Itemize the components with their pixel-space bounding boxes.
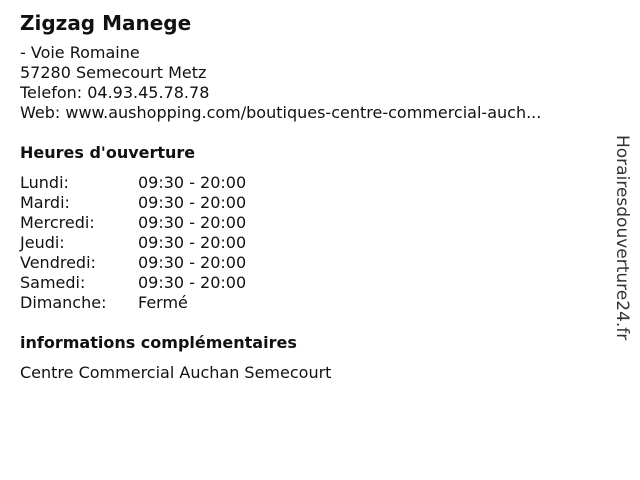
- time-value: 09:30 - 20:00: [138, 233, 247, 252]
- address-line-2: 57280 Semecourt Metz: [20, 63, 207, 82]
- time-value: 09:30 - 20:00: [138, 253, 247, 272]
- hours-row-wednesday: [20, 213, 610, 233]
- day-label: Vendredi:: [20, 253, 96, 272]
- day-label: Lundi:: [20, 173, 69, 192]
- extra-info-heading: informations complémentaires: [20, 333, 297, 352]
- day-label: Samedi:: [20, 273, 86, 292]
- website-line: Web: www.aushopping.com/boutiques-centre-commercial-auch...: [20, 103, 542, 122]
- day-label: Jeudi:: [20, 233, 65, 252]
- time-value: 09:30 - 20:00: [138, 273, 247, 292]
- time-value: 09:30 - 20:00: [138, 173, 247, 192]
- hours-row-saturday: [20, 273, 610, 293]
- hours-heading: Heures d'ouverture: [20, 143, 196, 162]
- time-value: 09:30 - 20:00: [138, 193, 247, 212]
- day-label: Mardi:: [20, 193, 70, 212]
- hours-row-sunday: [20, 293, 610, 313]
- phone-line: Telefon: 04.93.45.78.78: [20, 83, 210, 102]
- hours-row-friday: [20, 253, 610, 273]
- hours-table: [20, 173, 610, 313]
- address-line-1: - Voie Romaine: [20, 43, 140, 62]
- time-value: 09:30 - 20:00: [138, 213, 247, 232]
- hours-row-tuesday: [20, 193, 610, 213]
- hours-row-thursday: [20, 233, 610, 253]
- time-value: Fermé: [138, 293, 188, 312]
- store-name: Zigzag Manege: [20, 11, 192, 35]
- extra-info-text: Centre Commercial Auchan Semecourt: [20, 363, 332, 382]
- store-info-card: [20, 10, 610, 383]
- day-label: Dimanche:: [20, 293, 107, 312]
- day-label: Mercredi:: [20, 213, 95, 232]
- hours-row-monday: [20, 173, 610, 193]
- site-watermark: Horairesdouverture24.fr: [612, 135, 632, 341]
